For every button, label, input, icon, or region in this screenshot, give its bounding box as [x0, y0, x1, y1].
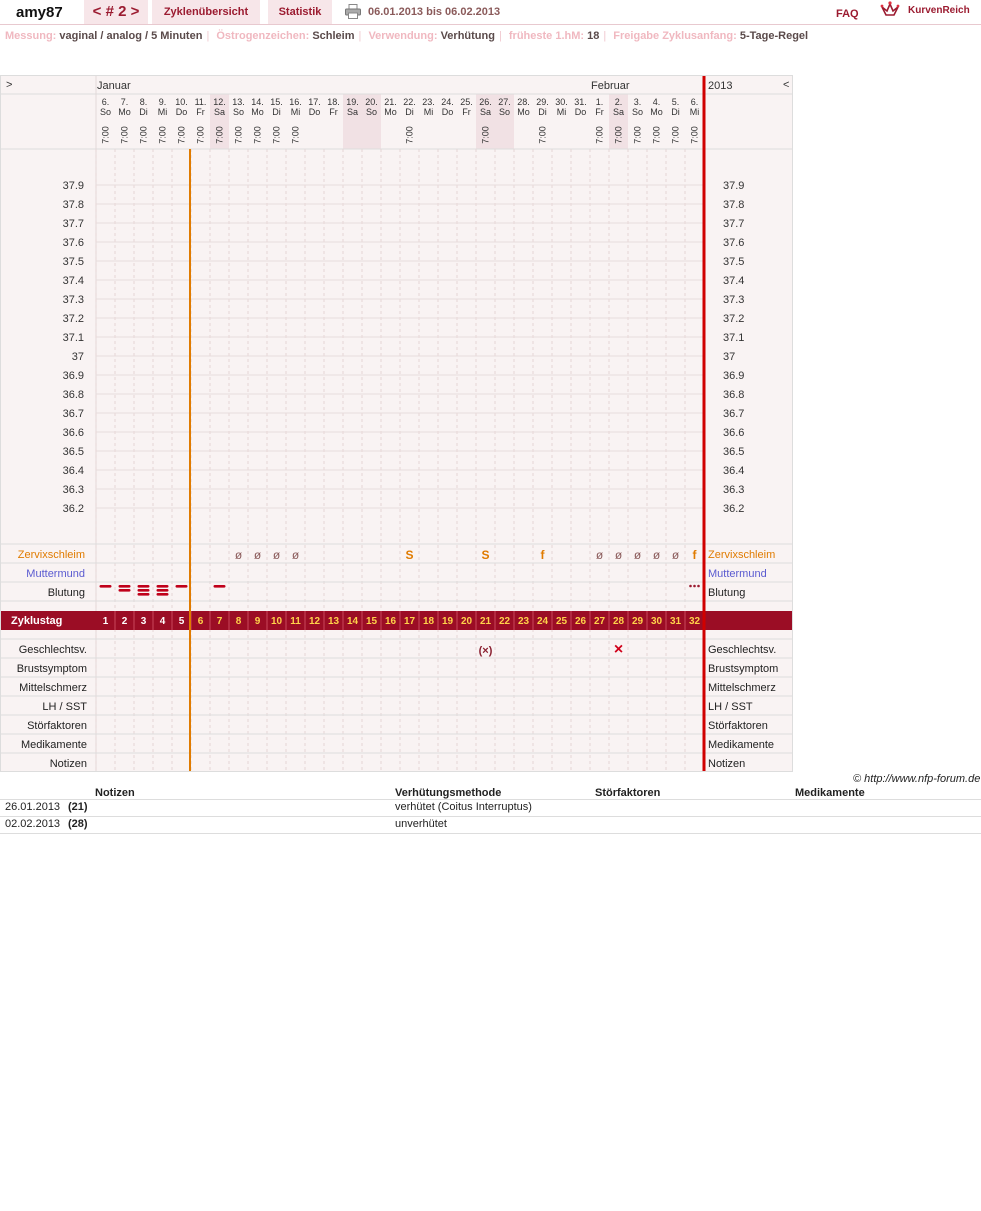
day-weekday: Fr	[595, 107, 604, 117]
date-range: 06.01.2013 bis 06.02.2013	[368, 6, 501, 18]
day-date: 4.	[652, 97, 661, 107]
day-time: 7:00	[176, 126, 187, 144]
day-date: 13.	[232, 97, 245, 107]
temp-label-left: 37.3	[62, 294, 84, 306]
cycle-day-number: 6	[197, 616, 204, 627]
day-weekday: Di	[538, 107, 547, 117]
temp-label-right: 37.2	[723, 313, 745, 325]
row-label-meds-right: Medikamente	[708, 739, 775, 751]
bleeding-mark	[214, 585, 226, 588]
estrogen-label: Östrogenzeichen:	[216, 30, 310, 42]
cycle-day-number: 13	[327, 616, 340, 627]
row-label-notes-right: Notizen	[708, 758, 746, 770]
col-disturb: Störfaktoren	[595, 787, 661, 799]
day-weekday: So	[631, 107, 644, 117]
day-date: 6.	[690, 97, 699, 107]
row-label-cervix-pos-right: Muttermund	[708, 568, 767, 580]
day-time: 7:00	[670, 126, 681, 144]
day-weekday: Do	[574, 107, 587, 117]
spotting-dot	[689, 585, 692, 588]
cycle-day-number: 8	[235, 616, 242, 627]
temp-label-right: 37.8	[723, 199, 745, 211]
day-weekday: Do	[175, 107, 188, 117]
cycle-day-number: 19	[441, 616, 454, 627]
day-weekday: Mo	[650, 107, 663, 117]
day-date: 14.	[251, 97, 264, 107]
temp-label-left: 37.2	[62, 313, 84, 325]
day-date: 19.	[346, 97, 359, 107]
separator: |	[358, 30, 362, 42]
day-time: 7:00	[214, 126, 225, 144]
cervix-mark: ø	[614, 548, 623, 562]
day-date: 10.	[175, 97, 188, 107]
row-label-sex: Geschlechtsv.	[18, 644, 87, 656]
cycle-day-number: 21	[479, 616, 492, 627]
row-label-midpain: Mittelschmerz	[19, 682, 87, 694]
row-label-sex-right: Geschlechtsv.	[708, 644, 777, 656]
cycle-day-number: 18	[422, 616, 435, 627]
cycle-day-number: 16	[384, 616, 397, 627]
row-label-breast: Brustsymptom	[16, 663, 87, 675]
cycle-day-number: 20	[460, 616, 473, 627]
bleeding-mark	[176, 585, 188, 588]
row-date: 26.01.2013	[5, 801, 61, 813]
day-date: 15.	[270, 97, 283, 107]
day-time: 7:00	[233, 126, 244, 144]
copyright: © http://www.nfp-forum.de	[853, 773, 981, 785]
measure-value: vaginal / analog / 5 Minuten	[59, 30, 203, 42]
nav-prev-button[interactable]: >	[6, 79, 13, 91]
separator: |	[603, 30, 607, 42]
row-label-cervix-pos: Muttermund	[26, 568, 85, 580]
cycle-day-number: 32	[688, 616, 701, 627]
temp-label-left: 36.8	[62, 389, 84, 401]
bleeding-mark	[119, 585, 131, 588]
cycle-day-number: 1	[102, 616, 109, 627]
notes-table-header	[0, 786, 981, 800]
day-weekday: Mo	[251, 107, 264, 117]
day-time: 7:00	[480, 126, 491, 144]
temp-label-right: 37.3	[723, 294, 745, 306]
day-time: 7:00	[195, 126, 206, 144]
temp-label-left: 36.9	[62, 370, 84, 382]
release-label: Freigabe Zyklusanfang:	[613, 30, 737, 42]
measure-label: Messung:	[5, 30, 57, 42]
bleeding-mark	[157, 589, 169, 592]
day-time: 7:00	[594, 126, 605, 144]
day-time: 7:00	[271, 126, 282, 144]
day-weekday: Di	[272, 107, 281, 117]
intercourse-mark: (×)	[478, 645, 493, 657]
row-method: unverhütet	[395, 818, 447, 830]
cycle-day-number: 10	[270, 616, 283, 627]
day-weekday: Do	[308, 107, 321, 117]
cycle-day-number: 14	[346, 616, 359, 627]
earliest-label: früheste 1.hM:	[508, 30, 585, 42]
day-date: 27.	[498, 97, 511, 107]
temp-label-left: 37.4	[62, 275, 84, 287]
row-date: 02.02.2013	[5, 818, 61, 830]
temp-label-right: 37.1	[723, 332, 745, 344]
cervix-mark: S	[405, 548, 414, 562]
cervix-mark: S	[481, 548, 490, 562]
row-method: verhütet (Coitus Interruptus)	[395, 801, 532, 813]
day-date: 11.	[194, 97, 207, 107]
tab-cycle-overview[interactable]: Zyklenübersicht	[152, 0, 260, 24]
bleeding-mark	[157, 593, 169, 596]
cycle-day-number: 27	[593, 616, 606, 627]
day-time: 7:00	[613, 126, 624, 144]
bleeding-mark	[157, 585, 169, 588]
day-time: 7:00	[138, 126, 149, 144]
day-time: 7:00	[119, 126, 130, 144]
day-date: 8.	[139, 97, 148, 107]
day-weekday: Sa	[213, 107, 226, 117]
cycle-day-number: 28	[612, 616, 625, 627]
cycle-chart-svg	[1, 76, 793, 772]
day-date: 22.	[403, 97, 416, 107]
temp-label-left: 37.6	[62, 237, 84, 249]
cycle-day-number: 29	[631, 616, 644, 627]
day-weekday: Mi	[689, 107, 700, 117]
temp-label-right: 37.9	[723, 180, 745, 192]
cervix-mark: ø	[253, 548, 262, 562]
row-label-cervix-right: Zervixschleim	[708, 549, 776, 561]
username: amy87	[16, 4, 63, 21]
day-date: 16.	[289, 97, 302, 107]
row-label-disturb-right: Störfaktoren	[708, 720, 768, 732]
bleeding-mark	[138, 585, 150, 588]
day-time: 7:00	[632, 126, 643, 144]
faq-link[interactable]: FAQ	[836, 8, 859, 20]
day-weekday: Di	[405, 107, 414, 117]
temp-label-right: 36.8	[723, 389, 745, 401]
day-date: 24.	[441, 97, 454, 107]
col-method: Verhütungsmethode	[395, 787, 502, 799]
day-date: 31.	[574, 97, 587, 107]
day-weekday: Mi	[157, 107, 168, 117]
crown-logo-icon[interactable]	[880, 1, 900, 19]
temp-label-left: 37.8	[62, 199, 84, 211]
row-cycleday: (28)	[68, 818, 88, 830]
day-date: 30.	[555, 97, 568, 107]
settings-info-line	[5, 30, 808, 42]
day-weekday: Fr	[329, 107, 338, 117]
temp-label-left: 37	[71, 351, 84, 363]
temp-label-left: 37.5	[62, 256, 84, 268]
day-date: 12.	[213, 97, 226, 107]
temp-label-right: 36.7	[723, 408, 745, 420]
intercourse-mark: ×	[613, 641, 624, 658]
day-weekday: Mi	[290, 107, 301, 117]
day-time: 7:00	[252, 126, 263, 144]
cervix-mark: ø	[234, 548, 243, 562]
bleeding-mark	[138, 593, 150, 596]
day-weekday: Fr	[196, 107, 205, 117]
cycle-day-number: 7	[216, 616, 223, 627]
day-date: 20.	[365, 97, 378, 107]
month-label: Februar	[591, 80, 630, 92]
day-weekday: Mo	[384, 107, 397, 117]
cycle-day-number: 17	[403, 616, 416, 627]
cycle-day-number: 30	[650, 616, 663, 627]
temp-label-right: 36.4	[723, 465, 745, 477]
day-date: 7.	[120, 97, 129, 107]
cycle-day-number: 15	[365, 616, 378, 627]
day-date: 28.	[517, 97, 530, 107]
temp-label-left: 37.7	[62, 218, 84, 230]
cycle-chart	[0, 75, 793, 772]
row-label-meds: Medikamente	[20, 739, 87, 751]
cycle-day-number: 9	[254, 616, 261, 627]
row-label-lh: LH / SST	[42, 701, 87, 713]
temp-label-left: 36.4	[62, 465, 84, 477]
cervix-mark: ø	[272, 548, 281, 562]
spotting-dot	[693, 585, 696, 588]
table-row	[0, 800, 981, 817]
cycle-day-number: 3	[140, 616, 147, 627]
day-date: 17.	[308, 97, 321, 107]
day-weekday: Mi	[556, 107, 567, 117]
nav-next-button[interactable]: <	[783, 79, 790, 91]
usage-value: Verhütung	[440, 30, 495, 42]
day-date: 9.	[158, 97, 167, 107]
month-label: Januar	[97, 80, 131, 92]
day-date: 1.	[595, 97, 604, 107]
cervix-mark: ø	[633, 548, 642, 562]
temp-label-right: 36.5	[723, 446, 745, 458]
bleeding-mark	[138, 589, 150, 592]
day-date: 26.	[479, 97, 492, 107]
day-weekday: Sa	[479, 107, 492, 117]
top-bar	[0, 0, 981, 25]
row-label-breast-right: Brustsymptom	[708, 663, 779, 675]
day-weekday: Mi	[423, 107, 434, 117]
temp-label-left: 36.5	[62, 446, 84, 458]
cycle-day-number: 25	[555, 616, 568, 627]
temp-label-right: 36.6	[723, 427, 745, 439]
cycle-day-number: 4	[159, 616, 166, 627]
day-date: 25.	[460, 97, 473, 107]
day-time: 7:00	[290, 126, 301, 144]
year-label: 2013	[708, 80, 733, 92]
row-label-cycleday: Zyklustag	[11, 615, 63, 627]
separator: |	[206, 30, 210, 42]
temp-label-left: 37.1	[62, 332, 84, 344]
printer-icon[interactable]	[345, 4, 361, 19]
temp-label-right: 36.9	[723, 370, 745, 382]
row-label-bleeding: Blutung	[47, 587, 85, 599]
cervix-mark: f	[540, 548, 545, 562]
cycle-day-number: 26	[574, 616, 587, 627]
usage-label: Verwendung:	[368, 30, 438, 42]
temp-label-right: 36.3	[723, 484, 745, 496]
estrogen-value: Schleim	[312, 30, 355, 42]
row-cycleday: (21)	[68, 801, 88, 813]
cycle-nav-button[interactable]: < # 2 >	[84, 0, 148, 24]
day-weekday: Fr	[462, 107, 471, 117]
bleeding-mark	[100, 585, 112, 588]
separator: |	[498, 30, 502, 42]
cycle-day-number: 24	[536, 616, 549, 627]
day-time: 7:00	[157, 126, 168, 144]
temp-label-right: 37.5	[723, 256, 745, 268]
row-label-midpain-right: Mittelschmerz	[708, 682, 776, 694]
day-weekday: So	[232, 107, 245, 117]
day-date: 23.	[422, 97, 435, 107]
day-date: 29.	[536, 97, 549, 107]
row-label-lh-right: LH / SST	[708, 701, 753, 713]
cycle-day-number: 22	[498, 616, 511, 627]
col-meds: Medikamente	[795, 787, 865, 799]
day-date: 5.	[671, 97, 680, 107]
day-weekday: Sa	[612, 107, 625, 117]
cycle-day-number: 5	[178, 616, 185, 627]
day-time: 7:00	[537, 126, 548, 144]
cycle-day-number: 31	[669, 616, 682, 627]
day-weekday: Mo	[517, 107, 530, 117]
table-row	[0, 817, 981, 834]
earliest-value: 18	[587, 30, 600, 42]
row-label-bleeding-right: Blutung	[708, 587, 746, 599]
day-weekday: Di	[139, 107, 148, 117]
temp-label-left: 37.9	[62, 180, 84, 192]
row-label-cervix: Zervixschleim	[17, 549, 85, 561]
cervix-mark: ø	[671, 548, 680, 562]
temp-label-left: 36.3	[62, 484, 84, 496]
day-time: 7:00	[689, 126, 700, 144]
day-time: 7:00	[404, 126, 415, 144]
temp-label-right: 36.2	[723, 503, 745, 515]
day-weekday: Do	[441, 107, 454, 117]
day-weekday: So	[498, 107, 511, 117]
day-weekday: Sa	[346, 107, 359, 117]
temp-label-right: 37	[723, 351, 736, 363]
cycle-day-number: 11	[290, 616, 301, 627]
cervix-mark: ø	[291, 548, 300, 562]
temp-label-right: 37.6	[723, 237, 745, 249]
spotting-dot	[697, 585, 700, 588]
cycle-day-number: 12	[308, 616, 321, 627]
release-value: 5-Tage-Regel	[739, 30, 809, 42]
bleeding-mark	[119, 589, 131, 592]
day-date: 3.	[633, 97, 642, 107]
temp-label-left: 36.6	[62, 427, 84, 439]
day-weekday: Mo	[118, 107, 131, 117]
day-weekday: So	[365, 107, 378, 117]
cervix-mark: ø	[652, 548, 661, 562]
cervix-mark: f	[692, 548, 697, 562]
cycle-day-number: 2	[121, 616, 128, 627]
day-weekday: So	[99, 107, 112, 117]
row-label-disturb: Störfaktoren	[27, 720, 87, 732]
row-label-notes: Notizen	[49, 758, 87, 770]
day-date: 2.	[614, 97, 623, 107]
cycle-day-number: 23	[517, 616, 530, 627]
tab-statistics[interactable]: Statistik	[268, 0, 332, 24]
temp-label-left: 36.2	[62, 503, 84, 515]
temp-label-right: 37.4	[723, 275, 745, 287]
day-time: 7:00	[100, 126, 111, 144]
day-date: 6.	[101, 97, 110, 107]
day-date: 21.	[384, 97, 397, 107]
temp-label-right: 37.7	[723, 218, 745, 230]
brand-name[interactable]: KurvenReich	[908, 5, 970, 16]
day-date: 18.	[327, 97, 340, 107]
cervix-mark: ø	[595, 548, 604, 562]
day-weekday: Di	[671, 107, 680, 117]
temp-label-left: 36.7	[62, 408, 84, 420]
day-time: 7:00	[651, 126, 662, 144]
col-notes: Notizen	[95, 787, 135, 799]
